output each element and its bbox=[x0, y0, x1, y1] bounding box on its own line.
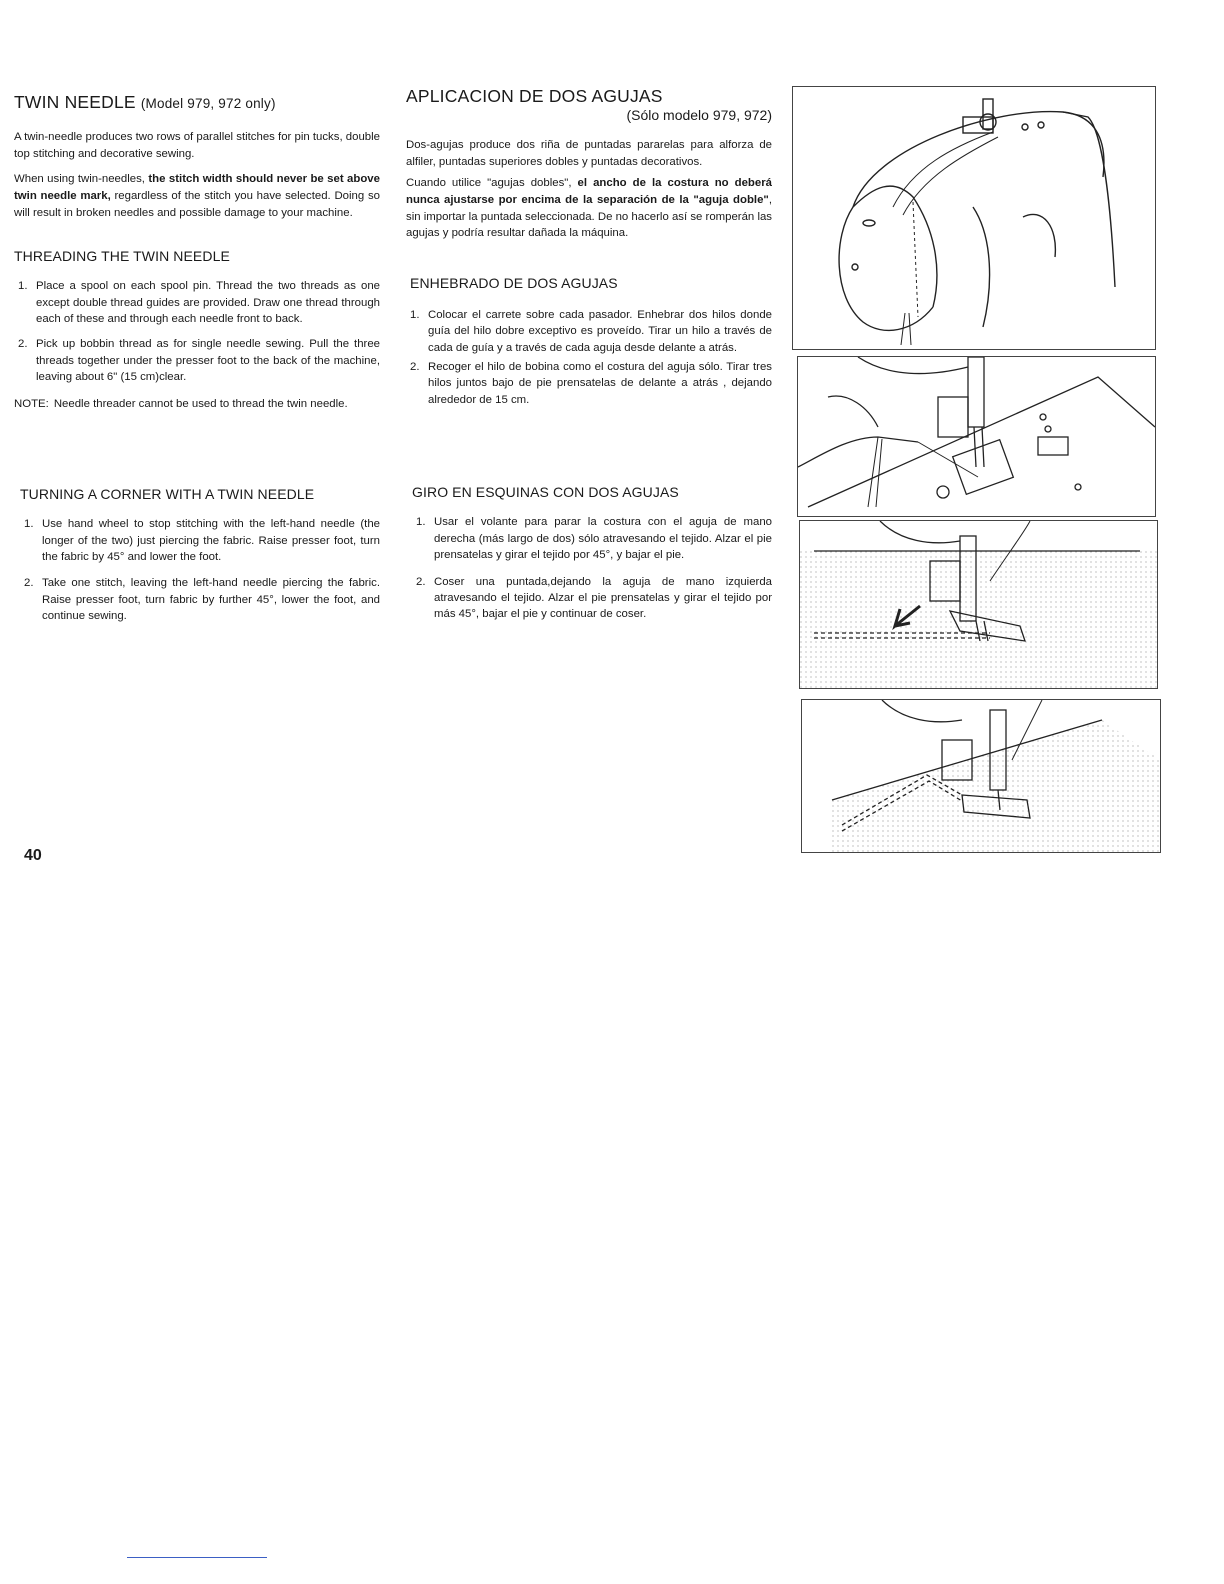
figure-presser-threading bbox=[797, 356, 1156, 517]
step-text: Pick up bobbin thread as for single needle sewing. Pull the three threads together under the presser foot to the back of the machine, leaving about 6" (15 cm)clear. bbox=[36, 338, 380, 384]
list-item bbox=[20, 516, 380, 565]
presser-foot-illustration bbox=[798, 357, 1155, 516]
step-number: 2. bbox=[18, 338, 28, 351]
spanish-title: APLICACION DE DOS AGUJAS bbox=[406, 86, 663, 106]
step-number: 2. bbox=[24, 577, 34, 590]
step-text: Colocar el carrete sobre cada pasador. Enhebrar dos hilos donde guía del hilo dobre exceptivo es proveído. Tirar un hilo a través de cada de guía y a través de cada aguja desde delante a atrás. bbox=[428, 308, 772, 354]
spanish-warning-post: , sin importar la puntada seleccionada. De no hacerlo así se romperán las agujas y podría resultar dañada la máquina. bbox=[406, 193, 772, 240]
spanish-warning bbox=[406, 175, 772, 241]
figure-machine-threading bbox=[792, 86, 1156, 350]
spanish-warning-pre: Cuando utilice "agujas dobles", bbox=[406, 177, 578, 190]
english-corner-heading: TURNING A CORNER WITH A TWIN NEEDLE bbox=[20, 486, 315, 503]
english-title-text: TWIN NEEDLE bbox=[14, 92, 136, 112]
spanish-corner-heading: GIRO EN ESQUINAS CON DOS AGUJAS bbox=[412, 484, 679, 501]
step-text: Use hand wheel to stop stitching with the left-hand needle (the longer of the two) just piercing the fabric. Raise presser foot, turn the fabric by 45° and lower the foot. bbox=[42, 518, 380, 563]
english-note bbox=[14, 396, 380, 412]
english-warning bbox=[14, 171, 380, 221]
step-number: 2. bbox=[410, 361, 420, 373]
step-number: 1. bbox=[24, 518, 34, 531]
list-item bbox=[14, 278, 380, 327]
english-corner-steps bbox=[14, 516, 380, 624]
list-item bbox=[406, 359, 772, 408]
note-text: Needle threader cannot be used to thread the twin needle. bbox=[53, 397, 348, 410]
corner-step-2-illustration bbox=[802, 700, 1160, 852]
note-label: NOTE: bbox=[14, 397, 49, 410]
spanish-subtitle: (Sólo modelo 979, 972) bbox=[626, 107, 772, 124]
list-item bbox=[412, 574, 772, 623]
list-item bbox=[412, 514, 772, 563]
spanish-intro: Dos-agujas produce dos riña de puntadas pararelas para alforza de alfiler, puntadas superiores dobles y puntadas decorativos. bbox=[406, 139, 772, 168]
step-number: 1. bbox=[416, 516, 426, 529]
spanish-corner-steps bbox=[406, 514, 772, 622]
english-warning-bold: the stitch width should never be set above twin needle mark, bbox=[14, 173, 380, 202]
english-threading-steps bbox=[14, 278, 380, 385]
page-number: 40 bbox=[24, 847, 42, 864]
english-title bbox=[14, 92, 380, 112]
machine-illustration bbox=[793, 87, 1155, 349]
step-text: Recoger el hilo de bobina como el costura del aguja sólo. Tirar tres hilos juntos bajo de pie prensatelas de delante a atrás , dejando alrededor de 15 cm. bbox=[428, 361, 772, 406]
english-threading-heading: THREADING THE TWIN NEEDLE bbox=[14, 248, 230, 265]
figure-corner-step-1 bbox=[799, 520, 1158, 689]
english-warning-pre: When using twin-needles, bbox=[14, 173, 149, 186]
spanish-warning-bold: el ancho de la costura no deberá nunca ajustarse por encima de la separación de la "aguja doble" bbox=[406, 177, 772, 206]
english-title-note: (Model 979, 972 only) bbox=[140, 96, 276, 111]
step-number: 2. bbox=[416, 575, 426, 588]
step-number: 1. bbox=[18, 280, 28, 293]
english-warning-post: regardless of the stitch you have selected. Doing so will result in broken needles and possible damage to your machine. bbox=[14, 189, 380, 219]
spanish-threading-heading: ENHEBRADO DE DOS AGUJAS bbox=[410, 274, 618, 291]
spanish-column bbox=[406, 86, 772, 623]
list-item bbox=[20, 575, 380, 624]
english-column bbox=[14, 92, 380, 625]
step-number: 1. bbox=[410, 308, 420, 321]
list-item bbox=[14, 336, 380, 385]
list-item bbox=[406, 307, 772, 356]
spanish-threading-steps bbox=[406, 307, 772, 408]
english-intro: A twin-needle produces two rows of parallel stitches for pin tucks, double top stitching and decorative sewing. bbox=[14, 131, 380, 160]
figure-corner-step-2 bbox=[801, 699, 1161, 853]
step-text: Usar el volante para parar la costura con el aguja de mano derecha (más largo de dos) sólo atravesando el tejido. Alzar el pie prensatelas y girar el tejido por 45°, y bajar el pie. bbox=[434, 516, 772, 562]
corner-step-1-illustration bbox=[800, 521, 1157, 688]
step-text: Take one stitch, leaving the left-hand needle piercing the fabric. Raise presser foot, turn fabric by further 45°, lower the foot, and continue sewing. bbox=[42, 577, 380, 623]
step-text: Coser una puntada,dejando la aguja de mano izquierda atravesando el tejido. Alzar el pie prensatelas y girar el tejido por más 45°, bajar el pie y continuar de coser. bbox=[434, 575, 772, 621]
bottom-rule bbox=[127, 1557, 267, 1558]
step-text: Place a spool on each spool pin. Thread the two threads as one except double thread guides are provided. Draw one thread through each of these and through each needle front to back. bbox=[36, 280, 380, 325]
